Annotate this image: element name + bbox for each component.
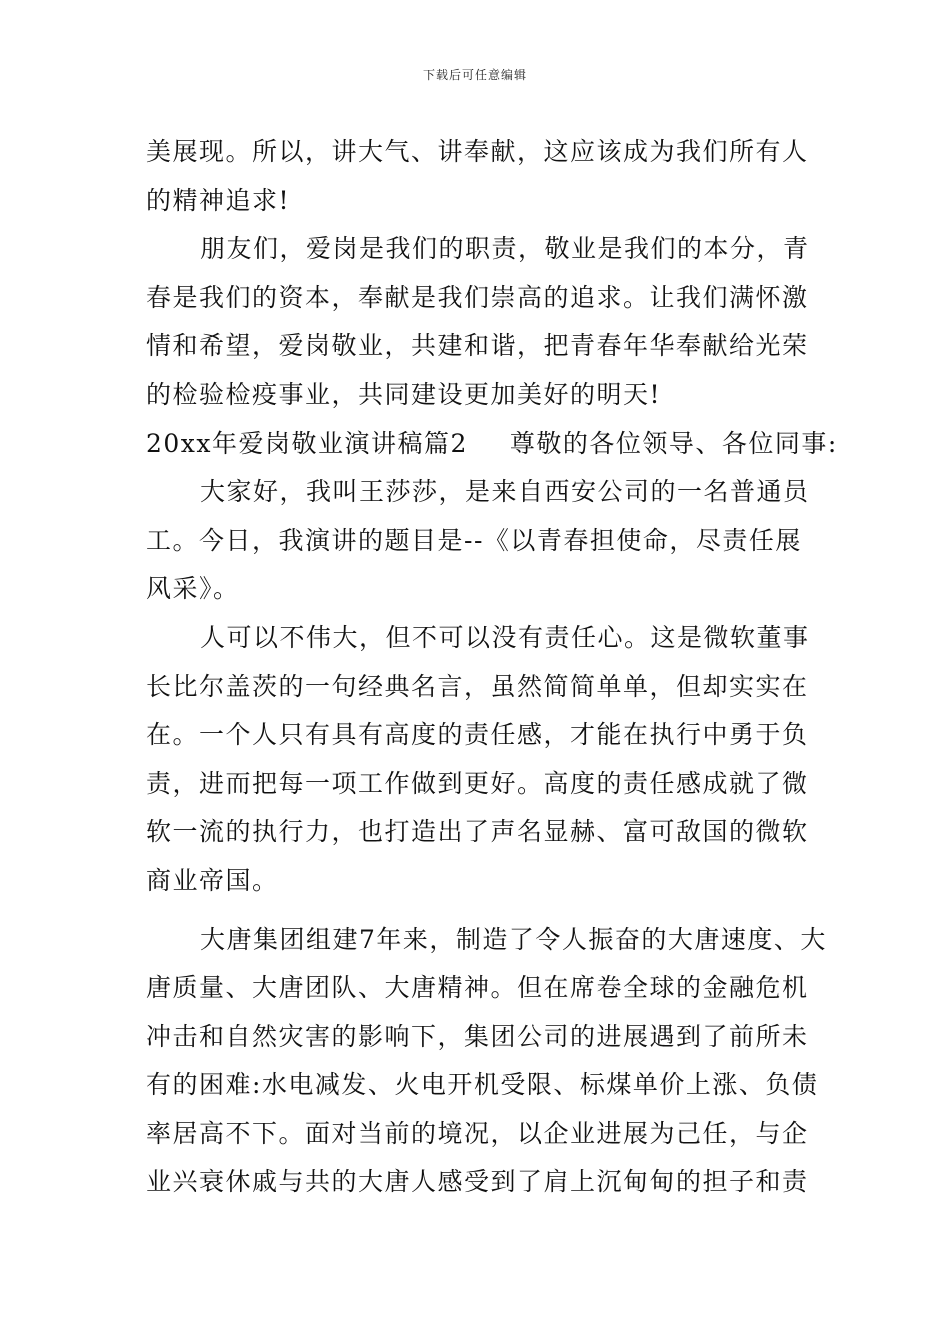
paragraph-3 [146,468,826,614]
text-line: 的检验检疫事业，共同建设更加美好的明天! [146,379,662,409]
text-line: 在。一个人只有具有高度的责任感，才能在执行中勇于负 [146,720,809,750]
text-line: 冲击和自然灾害的影响下，集团公司的进展遇到了前所未 [146,1021,809,1051]
text-line: 人可以不伟大，但不可以没有责任心。这是微软董事 [200,622,810,652]
text-line: 有的困难:水电减发、火电开机受限、标煤单价上涨、负债 [146,1070,819,1100]
paragraph-2 [146,225,826,419]
text-line: 的精神追求! [146,185,291,215]
text-line: 风采》。 [146,574,240,604]
paragraph-1 [146,128,826,225]
paragraph-spacer [146,906,826,916]
text-line: 责，进而把每一项工作做到更好。高度的责任感成就了微 [146,768,809,798]
text-line: 工。今日，我演讲的题目是--《以青春担使命，尽责任展 [146,525,802,555]
text-line: 唐质量、大唐团队、大唐精神。但在席卷全球的金融危机 [146,973,809,1003]
text-line: 业兴衰休戚与共的大唐人感受到了肩上沉甸甸的担子和责 [146,1167,809,1197]
text-line: 软一流的执行力，也打造出了声名显赫、富可敌国的微软 [146,817,809,847]
speech-title: 20xx年爱岗敬业演讲稿篇2 [146,428,468,458]
text-line: 长比尔盖茨的一句经典名言，虽然简简单单，但却实实在 [146,671,809,701]
text-line: 美展现。所以，讲大气、讲奉献，这应该成为我们所有人 [146,137,809,166]
text-line: 大家好，我叫王莎莎，是来自西安公司的一名普通员 [200,477,810,507]
salutation: 尊敬的各位领导、各位同事: [509,428,838,458]
text-line: 春是我们的资本，奉献是我们崇高的追求。让我们满怀激 [146,282,809,312]
text-line: 情和希望，爱岗敬业，共建和谐，把青春年华奉献给光荣 [146,331,809,361]
page-header-note: 下载后可任意编辑 [422,68,527,82]
text-line: 率居高不下。面对当前的境况，以企业进展为己任，与企 [146,1118,809,1148]
text-line: 大唐集团组建7年来，制造了令人振奋的大唐速度、大 [200,924,827,954]
document-body [146,128,838,1207]
paragraph-4 [146,614,826,906]
text-line: 朋友们，爱岗是我们的职责，敬业是我们的本分，青 [200,234,810,264]
paragraph-5 [146,916,826,1208]
section-heading [146,420,838,469]
text-line: 商业帝国。 [146,865,279,895]
